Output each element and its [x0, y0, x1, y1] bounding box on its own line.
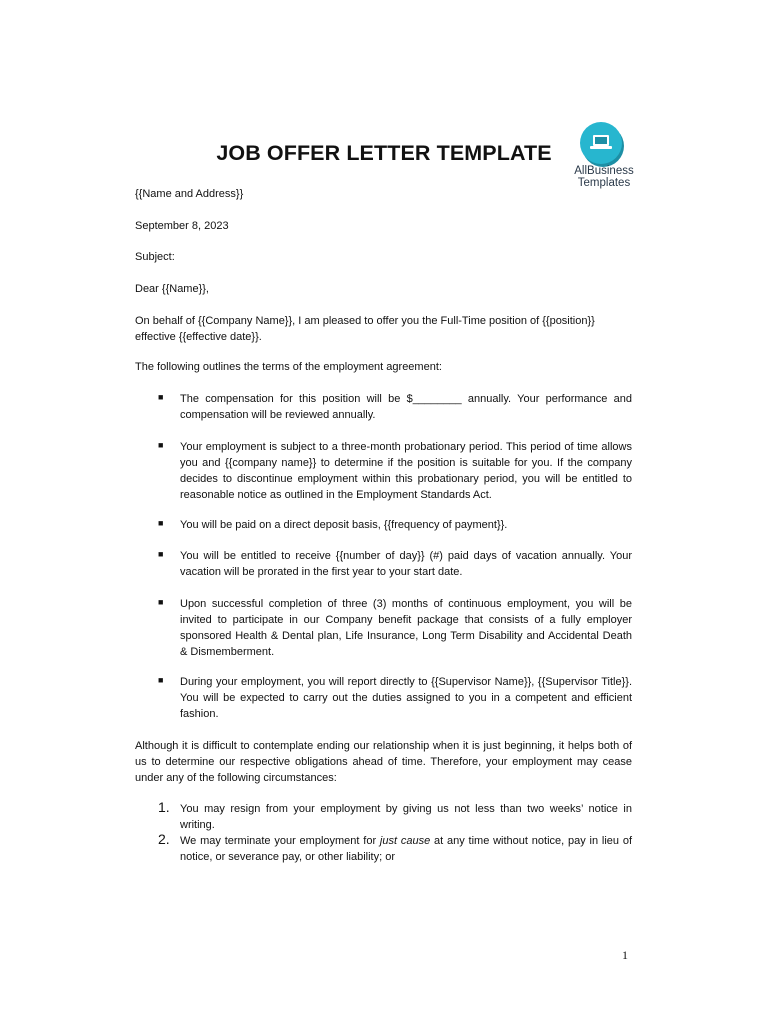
logo-line-2: Templates	[577, 177, 631, 189]
bullet-marker: ■	[158, 597, 164, 607]
subject-line: Subject:	[135, 251, 175, 263]
item-text-start: We may terminate your employment for	[180, 835, 380, 847]
allbusiness-logo	[568, 120, 640, 194]
list-number: 1.	[158, 799, 170, 815]
bullet-marker: ■	[158, 518, 164, 528]
intro-paragraph: On behalf of {{Company Name}}, I am pleased to offer you the Full-Time position of {{position}} effective {{effective date}}.	[135, 315, 595, 343]
termination-item: You may resign from your employment by giving us not less than two weeks’ notice in writing.	[180, 803, 632, 831]
bullet-marker: ■	[158, 440, 164, 450]
just-cause-emphasis: just cause	[379, 835, 431, 847]
list-number: 2.	[158, 831, 170, 847]
name-and-address: {{Name and Address}}	[135, 188, 244, 200]
termination-item	[180, 833, 632, 865]
page-number: 1	[622, 948, 628, 962]
item-text-end: at any time without notice, pay in lieu of notice, or severance pay, or other liability; or	[180, 835, 632, 863]
terms-intro: The following outlines the terms of the employment agreement:	[135, 361, 442, 373]
bullet-marker: ■	[158, 392, 164, 402]
term-item: Upon successful completion of three (3) months of continuous employment, you will be invited to participate in our Company benefit package that consists of a fully employer sponsored Health & Dental plan, Life Insurance, Long Term Disability and Accidental Death & Dismemberment.	[180, 598, 632, 658]
term-item: The compensation for this position will be $________ annually. Your performance and compensation will be reviewed annually.	[180, 393, 632, 421]
document-title: JOB OFFER LETTER TEMPLATE	[216, 141, 552, 165]
letter-date: September 8, 2023	[135, 220, 229, 232]
termination-intro: Although it is difficult to contemplate ending our relationship when it is just beginning, it helps both of us to determine our respective obligations ahead of time. Therefore, your employment may cease under any of the following circumstances:	[135, 740, 632, 784]
laptop-icon	[588, 132, 614, 152]
salutation: Dear {{Name}},	[135, 283, 209, 295]
term-item: You will be entitled to receive {{number of day}} (#) paid days of vacation annually. Your vacation will be prorated in the first year to your start date.	[180, 550, 632, 578]
logo-line-1: AllBusiness	[574, 165, 634, 177]
term-item: During your employment, you will report directly to {{Supervisor Name}}, {{Supervisor Title}}. You will be expected to carry out the duties assigned to you in a competent and efficient fashion.	[180, 676, 632, 720]
bullet-marker: ■	[158, 675, 164, 685]
bullet-marker: ■	[158, 549, 164, 559]
term-item: Your employment is subject to a three-month probationary period. This period of time allows you and {{company name}} to determine if the position is suitable for you. If the company decides to discontinue employment within this probationary period, you will be entitled to reasonable notice as outlined in the Employment Standards Act.	[180, 441, 632, 501]
term-item: You will be paid on a direct deposit basis, {{frequency of payment}}.	[180, 519, 508, 531]
